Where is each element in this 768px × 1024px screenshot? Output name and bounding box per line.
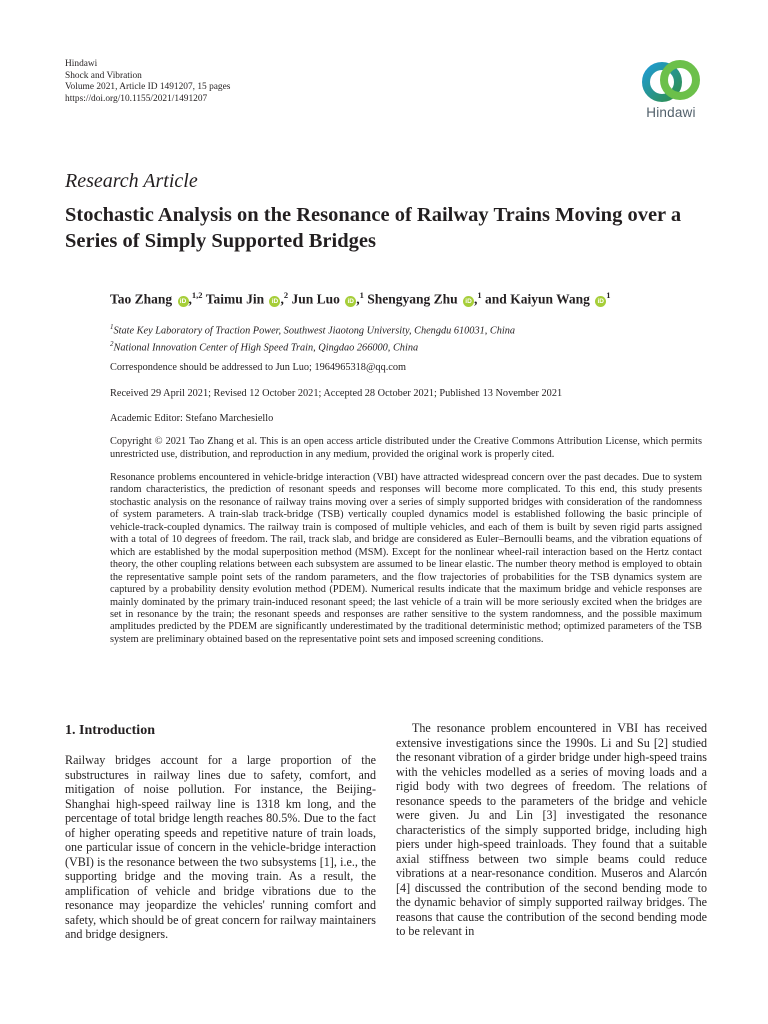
orcid-icon[interactable]: iD [595,296,606,307]
affiliations [110,321,515,355]
body-column-left [65,753,376,942]
section-heading: 1. Introduction [65,723,155,738]
orcid-icon[interactable]: iD [345,296,356,307]
orcid-icon[interactable]: iD [269,296,280,307]
hindawi-logo [631,58,711,120]
author-affiliation-sup: 1 [606,290,611,300]
author-affiliation-sup: 1,2 [191,290,203,300]
hindawi-logo-icon [631,58,711,104]
author-name: Tao Zhang [110,291,173,307]
paragraph: The resonance problem encountered in VBI has received extensive investigations since the 1990s. Li and Su [2] studied the resonant vibration of a girder bridge under high-speed trains with the vehicles modelled as a series of moving loads and a rigid body with two degrees of freedom. The relations of resonance speeds to the parameters of the bridge and vehicle were given. Ju and Lin [3] investigated the resonance characteristics of the simply supported bridge, including high piers under high-speed trainloads. They found that a suitable axial stiffness between two simple beams could reduce vibrations at a near-resonance condition. Museros and Alarcón [4] discussed the contribution of the second bending mode to the dynamic behavior of simply supported railway bridges. The reasons that cause the contribution of the second bending mode to be relevant in [396,721,707,938]
abstract: Resonance problems encountered in vehicle-bridge interaction (VBI) have attracted widespread concern over the past decades. Due to system random characteristics, the prediction of resonant speeds and responses will become more complicated. To this end, this study presents stochastic analysis on the resonance of railway trains moving over a series of simply supported bridges with consideration of the randomness of system parameters. A train-slab track-bridge (TSB) vertically coupled dynamics model is established following the basic principle of vehicle-track-coupled dynamics. The railway train is composed of multiple vehicles, and each of them is built by seven rigid parts assigned with a total of 10 degrees of freedom. The rail, track slab, and bridge are considered as Euler–Bernoulli beams, and the vibration equations of which are established by the modal superposition method (MSM). Except for the nonlinear wheel-rail interaction based on the Hertz contact theory, the other coupling relations between each subsystem are assumed to be linear elastic. The number theory method is employed to obtain the representative sample point sets of the random parameters, and the flow trajectories of probabilities for the TSB dynamics system are captured by a probability density evolution method (PDEM). Numerical results indicate that the maximum bridge and vehicle responses are mainly dominated by the primary train-induced resonant speed; the last vehicle of a train will be more seriously excited when the bridges are set in resonance by the train; the resonant speeds and responses are rather sensitive to the system randomness, and the possible maximum amplitudes predicted by the PDEM are significantly underestimated by the traditional deterministic method; optimized parameters of the TSB system are preliminary obtained based on the representative point sets and imposed screening conditions. [110,472,702,645]
author-name: Taimu Jin [205,291,265,307]
publisher-name: Hindawi [65,59,98,69]
author-affiliation-sup: 2 [283,290,289,300]
author-conjunction: and [485,291,511,307]
orcid-icon[interactable]: iD [178,296,189,307]
affiliation-item: $^2$National Innovation Center of High Speed Train, Qingdao 266000, China [110,339,419,354]
doi-link[interactable]: https://doi.org/10.1155/2021/1491207 [65,93,208,104]
article-type: Research Article [65,170,198,192]
article-title: Stochastic Analysis on the Resonance of Railway Trains Moving over a Series of Simply Supported Bridges [65,204,682,252]
logo-text: Hindawi [646,105,696,120]
publication-dates: Received 29 April 2021; Revised 12 October 2021; Accepted 28 October 2021; Published 13 November 2021 [110,388,563,399]
author-affiliation-sup: 1 [359,290,364,300]
journal-name: Shock and Vibration [65,70,142,81]
author-name: Shengyang Zhu [367,291,458,307]
orcid-icon[interactable]: iD [463,296,474,307]
journal-meta [65,59,230,105]
academic-editor: Academic Editor: Stefano Marchesiello [110,413,274,424]
affiliation-item: $^1$State Key Laboratory of Traction Power, Southwest Jiaotong University, Chengdu 610031, China [110,323,516,337]
paragraph: Railway bridges account for a large proportion of the substructures in railway lines due to safety, comfort, and mitigation of noise pollution. For instance, the Beijing-Shanghai high-speed railway line is 1318 km long, and the percentage of total bridge length reaches 80.5%. Due to the fact of higher operating speeds and repetitive nature of train loads, one particular issue of concern in the vehicle-bridge interaction (VBI) is the resonance between the two subsystems [1], i.e., the supporting bridge and the moving train. As a result, the amplification of vehicle and bridge vibrations due to the resonance may jeopardize the vehicles' running comfort and safety, which should be of great concern for railway maintainers and bridge designers. [65,753,376,941]
body-column-right [396,721,707,939]
author-name: Jun Luo [291,291,340,307]
volume-line: Volume 2021, Article ID 1491207, 15 pages [65,82,231,92]
author-name: Kaiyun Wang [510,291,590,307]
author-affiliation-sup: 1 [477,290,482,300]
author-list: Tao Zhang iD ,$^{1,2}$ Taimu Jin iD ,$^2$ Jun Luo iD ,$^1$ Shengyang Zhu iD ,$^1$ and Kaiyun Wang $iD^1$ [110,290,611,307]
correspondence: Correspondence should be addressed to Jun Luo; 1964965318@qq.com [110,362,407,373]
copyright-notice: Copyright © 2021 Tao Zhang et al. This is an open access article distributed under the Creative Commons Attribution License, which permits unrestricted use, distribution, and reproduction in any medium, provided the original work is properly cited. [110,436,702,460]
